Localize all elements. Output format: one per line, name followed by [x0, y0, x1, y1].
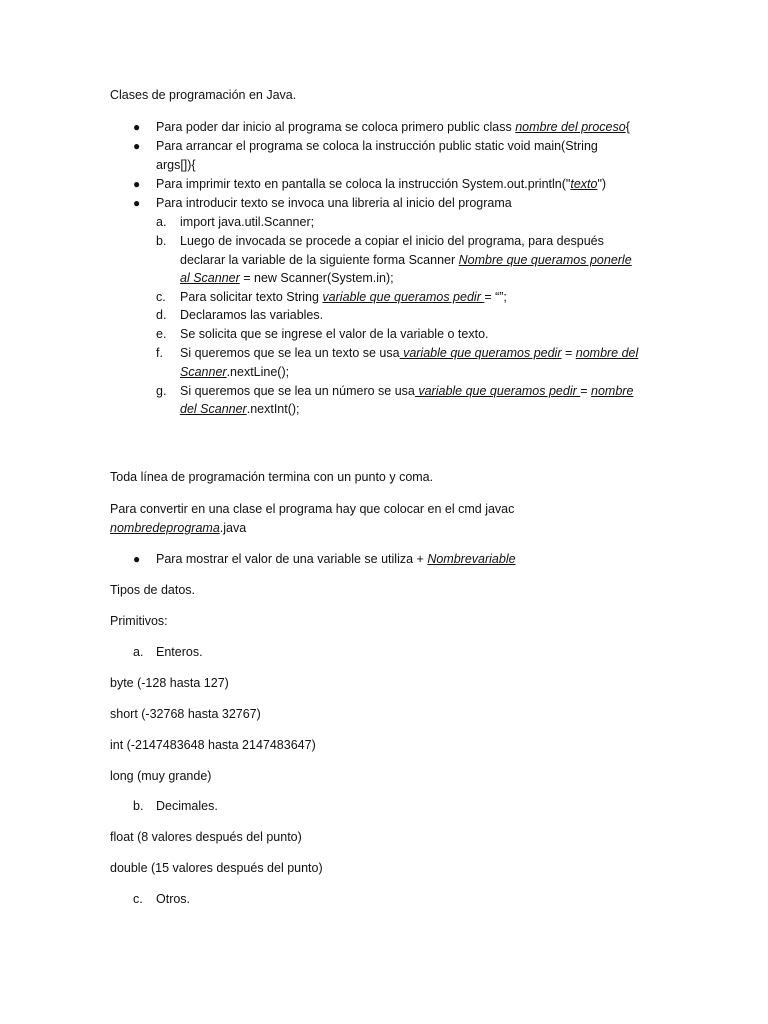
bullet-icon: ● — [133, 177, 141, 191]
paragraph-javac-line-2: nombredeprograma.java — [110, 521, 247, 535]
document-title: Clases de programación en Java. — [110, 88, 297, 102]
bullet-item-3: Para imprimir texto en pantalla se coloca la instrucción System.out.println("texto") — [156, 177, 607, 191]
sublist-item-g-line-1: Si queremos que se lea un número se usa variable que queramos pedir = nombre — [180, 384, 634, 398]
type-short: short (-32768 hasta 32767) — [110, 707, 261, 721]
list-marker: a. — [156, 215, 167, 229]
list-marker: d. — [156, 308, 167, 322]
type-byte: byte (-128 hasta 127) — [110, 676, 229, 690]
list-marker: e. — [156, 327, 167, 341]
bullet-item-4: Para introducir texto se invoca una libreria al inicio del programa — [156, 196, 512, 210]
paragraph-javac-line-1: Para convertir en una clase el programa hay que colocar en el cmd javac — [110, 502, 515, 516]
heading-enteros: Enteros. — [156, 645, 203, 659]
heading-decimales: Decimales. — [156, 799, 218, 813]
bullet-item-2-line-2: args[]){ — [156, 158, 196, 172]
list-marker: g. — [156, 384, 167, 398]
type-long: long (muy grande) — [110, 769, 212, 783]
list-marker: b. — [156, 234, 167, 248]
sublist-item-d: Declaramos las variables. — [180, 308, 324, 322]
heading-primitivos: Primitivos: — [110, 614, 168, 628]
list-marker: c. — [156, 290, 166, 304]
sublist-item-f-line-1: Si queremos que se lea un texto se usa variable que queramos pedir = nombre del — [180, 346, 639, 360]
bullet-icon: ● — [133, 552, 141, 566]
bullet-icon: ● — [133, 196, 141, 210]
sublist-item-b-line-2: declarar la variable de la siguiente forma Scanner Nombre que queramos ponerle — [180, 253, 632, 267]
bullet-item-1: Para poder dar inicio al programa se coloca primero public class nombre del proceso{ — [156, 120, 630, 134]
sublist-item-b-line-1: Luego de invocada se procede a copiar el inicio del programa, para después — [180, 234, 604, 248]
type-int: int (-2147483648 hasta 2147483647) — [110, 738, 316, 752]
list-marker: a. — [133, 645, 144, 659]
type-float: float (8 valores después del punto) — [110, 830, 302, 844]
bullet-icon: ● — [133, 120, 141, 134]
list-marker: f. — [156, 346, 163, 360]
heading-otros: Otros. — [156, 892, 191, 906]
sublist-item-g-line-2: del Scanner.nextInt(); — [180, 402, 300, 416]
sublist-item-f-line-2: Scanner.nextLine(); — [180, 365, 290, 379]
sublist-item-c: Para solicitar texto String variable que queramos pedir = “”; — [180, 290, 507, 304]
sublist-item-b-line-3: al Scanner = new Scanner(System.in); — [180, 271, 394, 285]
list-marker: c. — [133, 892, 143, 906]
bullet-item-5: Para mostrar el valor de una variable se utiliza + Nombrevariable — [156, 552, 516, 566]
list-marker: b. — [133, 799, 144, 813]
paragraph-semicolon: Toda línea de programación termina con un punto y coma. — [110, 470, 434, 484]
sublist-item-a: import java.util.Scanner; — [180, 215, 315, 229]
bullet-icon: ● — [133, 139, 141, 153]
bullet-item-2-line-1: Para arrancar el programa se coloca la instrucción public static void main(String — [156, 139, 598, 153]
sublist-item-e: Se solicita que se ingrese el valor de la variable o texto. — [180, 327, 489, 341]
type-double: double (15 valores después del punto) — [110, 861, 323, 875]
heading-tipos: Tipos de datos. — [110, 583, 196, 597]
